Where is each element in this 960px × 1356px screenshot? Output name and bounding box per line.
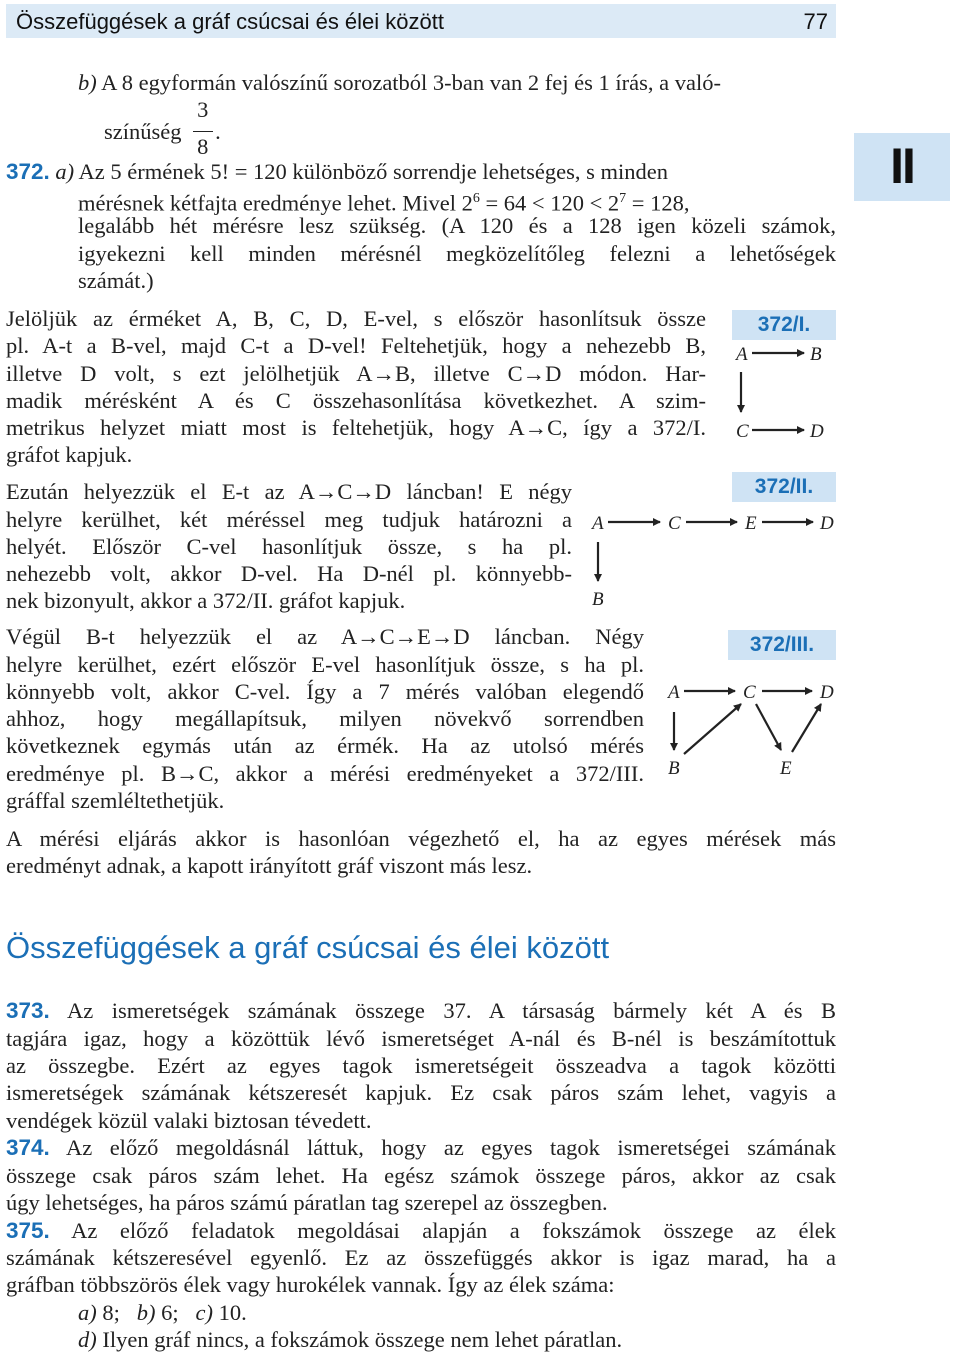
para1-line: madik mérésként A és C összehasonlítása következhet. A szim- bbox=[6, 388, 706, 413]
node-E: E bbox=[780, 758, 792, 779]
edge-C-E bbox=[756, 704, 781, 750]
problem-374-line: úgy lehetséges, ha páros számú páratlan tag szerepel az összegben. bbox=[6, 1190, 608, 1215]
running-header bbox=[6, 4, 836, 38]
problem-375-line1 bbox=[6, 1217, 836, 1244]
para1-line: metrikus helyzet miatt most is feltehetjük, hogy A→C, így a 372/I. bbox=[6, 415, 706, 440]
problem-number: 373. bbox=[6, 998, 50, 1023]
part-label: a) bbox=[55, 159, 75, 184]
page-number: 77 bbox=[803, 9, 828, 34]
text: A 8 egyformán valószínű sorozatból 3-ban van 2 fej és 1 írás, a való- bbox=[96, 70, 721, 95]
para3-line: ahhoz, hogy megállapítsuk, milyen növekvő sorrendben bbox=[6, 706, 644, 731]
problem-372-line4: igyekezni kell minden mérésnél megközelítőleg felezni a lehetőségek bbox=[78, 241, 836, 266]
problem-373-line: vendégek közül valaki biztosan tévedett. bbox=[6, 1108, 372, 1133]
node-E: E bbox=[745, 513, 757, 534]
para2-line: nek bizonyult, akkor a 372/II. gráfot kapjuk. bbox=[6, 588, 406, 613]
text: Az előző megoldásnál láttuk, hogy az egyes tagok ismeretségei számának bbox=[49, 1135, 836, 1160]
node-C: C bbox=[668, 513, 681, 534]
part-label: b) bbox=[78, 70, 97, 95]
para2-line: nehezebb volt, akkor D-vel. Ha D-nél pl. könnyebb- bbox=[6, 561, 572, 586]
problem-372-line1 bbox=[6, 158, 668, 185]
problem-373-line: tagjára igaz, hogy a közöttük lévő ismeretséget A-nál és B-nél is beszámítottuk bbox=[6, 1026, 836, 1051]
problem-372-line5: számát.) bbox=[78, 268, 154, 293]
problem-number: 372. bbox=[6, 159, 50, 184]
edge-E-D bbox=[792, 704, 821, 752]
answer-c: 10. bbox=[213, 1300, 247, 1325]
para4-line: eredményt adnak, a kapott irányított gráf viszont más lesz. bbox=[6, 853, 533, 878]
para1-line: illetve D volt, s ezt jelölhetjük A→B, illetve C→D módon. Har- bbox=[6, 361, 706, 386]
text: színűség bbox=[104, 119, 182, 144]
part-label: d) bbox=[78, 1327, 97, 1352]
node-B: B bbox=[668, 758, 680, 779]
text: mérésnek kétfajta eredménye lehet. Mivel 2 bbox=[78, 190, 473, 216]
exponent: 7 bbox=[619, 191, 627, 206]
text: = 128, bbox=[626, 190, 690, 216]
para1-line: gráfot kapjuk. bbox=[6, 442, 133, 467]
answer-a: 8; bbox=[96, 1300, 120, 1325]
node-D: D bbox=[810, 421, 824, 442]
problem-372-line3: legalább hét mérésre lesz szükség. (A 120 és a 128 igen közeli számok, bbox=[78, 213, 836, 238]
text: Az előző feladatok megoldásai alapján a fokszámok összege az élek bbox=[49, 1218, 836, 1243]
fraction-numerator: 3 bbox=[197, 97, 209, 122]
problem-373-line: az összegbe. Ezért az egyes tagok ismeretségeit összeadva a tagok közötti bbox=[6, 1053, 836, 1078]
problem-375-answer-d bbox=[78, 1326, 622, 1353]
para2-line: Ezután helyezzük el E-t az A→C→D láncban! E négy bbox=[6, 479, 572, 504]
para2-line: helyre kerülhet, két méréssel meg tudjuk határozni a bbox=[6, 507, 572, 532]
para3-line: gráffal szemléltethetjük. bbox=[6, 788, 225, 813]
text: Az 5 érmének 5! = 120 különböző sorrendje lehetséges, s minden bbox=[74, 159, 668, 184]
answer-371b-line1 bbox=[78, 69, 721, 96]
para1-line: Jelöljük az érméket A, B, C, D, E-vel, s először hasonlítsuk össze bbox=[6, 306, 706, 331]
fraction-bar bbox=[193, 131, 213, 132]
part-label: a) bbox=[78, 1300, 97, 1325]
figure-372-I-label: 372/I. bbox=[732, 310, 836, 340]
para3-line: Végül B-t helyezzük el az A→C→E→D láncban. Négy bbox=[6, 624, 644, 649]
part-label: b) bbox=[136, 1300, 156, 1325]
node-B: B bbox=[810, 344, 822, 365]
node-A: A bbox=[668, 682, 680, 703]
problem-375-line: számának kétszeresével egyenlő. Ez az összefüggés akkor is igaz marad, ha a bbox=[6, 1245, 836, 1270]
edge-B-C bbox=[684, 704, 741, 754]
para3-line: eredménye pl. B→C, akkor a mérési eredményeket a 372/III. bbox=[6, 761, 644, 786]
chapter-tab-label: II bbox=[890, 138, 914, 194]
problem-375-line: gráfban többszörös élek vagy hurokélek vannak. Így az élek száma: bbox=[6, 1272, 615, 1297]
node-D: D bbox=[820, 513, 834, 534]
figure-372-I-graph bbox=[730, 340, 840, 450]
problem-373-line: ismeretségek számának kétszeresét kapjuk. Ez csak páros szám lehet, vagyis a bbox=[6, 1080, 836, 1105]
node-A: A bbox=[736, 344, 748, 365]
text: Az ismeretségek számának összege 37. A társaság bármely két A és B bbox=[49, 998, 836, 1023]
answer-b: 6; bbox=[155, 1300, 179, 1325]
node-C: C bbox=[736, 421, 749, 442]
running-header-title: Összefüggések a gráf csúcsai és élei között bbox=[16, 9, 444, 34]
answer-371b-line2 bbox=[104, 97, 221, 159]
text: = 64 < 120 < 2 bbox=[479, 190, 620, 216]
chapter-tab bbox=[854, 133, 950, 201]
problem-374-line1 bbox=[6, 1134, 836, 1161]
period: . bbox=[215, 119, 221, 144]
problem-374-line: összege csak páros szám lehet. Ha egész számok összege páros, akkor az csak bbox=[6, 1163, 836, 1188]
answer-d: Ilyen gráf nincs, a fokszámok összege nem lehet páratlan. bbox=[96, 1327, 623, 1352]
figure-372-III-label: 372/III. bbox=[728, 630, 836, 660]
node-B: B bbox=[592, 589, 604, 610]
section-title: Összefüggések a gráf csúcsai és élei között bbox=[6, 930, 610, 965]
para3-line: következnek egymás után az érmék. Ha az utolsó mérés bbox=[6, 733, 644, 758]
para1-line: pl. A-t a B-vel, majd C-t a D-vel! Feltehetjük, hogy a nehezebb B, bbox=[6, 333, 706, 358]
para4-line: A mérési eljárás akkor is hasonlóan végezhető el, ha az egyes mérések más bbox=[6, 826, 836, 851]
problem-375-answers bbox=[78, 1299, 247, 1326]
node-D: D bbox=[820, 682, 834, 703]
para2-line: helyét. Először C-vel hasonlítjuk össze, s ha pl. bbox=[6, 534, 572, 559]
figure-372-II-graph bbox=[588, 505, 838, 610]
fraction bbox=[193, 97, 215, 159]
exponent: 6 bbox=[472, 191, 480, 206]
node-C: C bbox=[743, 682, 756, 703]
figure-372-III-graph bbox=[664, 674, 844, 784]
para3-line: könnyebb volt, akkor C-vel. Így a 7 mérés valóban elegendő bbox=[6, 679, 644, 704]
problem-number: 374. bbox=[6, 1135, 50, 1160]
node-A: A bbox=[592, 513, 604, 534]
part-label: c) bbox=[195, 1300, 214, 1325]
problem-373-line1 bbox=[6, 997, 836, 1024]
para3-line: helyre kerülhet, ezért először E-vel hasonlítjuk össze, s ha pl. bbox=[6, 652, 644, 677]
fraction-denominator: 8 bbox=[197, 134, 209, 159]
problem-number: 375. bbox=[6, 1218, 50, 1243]
figure-372-II-label: 372/II. bbox=[732, 472, 836, 502]
